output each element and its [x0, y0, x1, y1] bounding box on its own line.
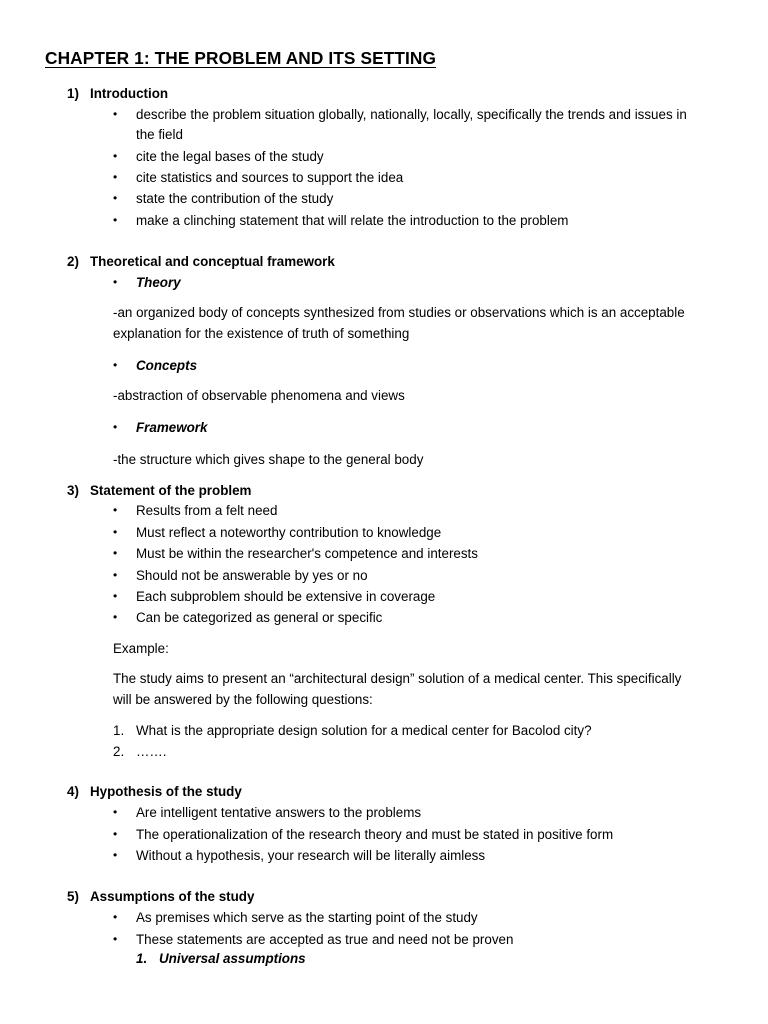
section-title-framework: Theoretical and conceptual framework: [90, 254, 335, 269]
section-number: 3): [67, 483, 79, 498]
list-item: These statements are accepted as true and need not be proven: [136, 932, 514, 947]
question-number: 2.: [113, 744, 125, 759]
example-line: will be answered by the following questions:: [113, 692, 373, 707]
term-concepts: Concepts: [136, 358, 198, 373]
bullet-icon: •: [113, 805, 118, 819]
section-number: 4): [67, 784, 79, 799]
list-item: make a clinching statement that will relate the introduction to the problem: [136, 213, 569, 228]
bullet-icon: •: [113, 610, 118, 624]
bullet-icon: •: [113, 275, 118, 289]
bullet-icon: •: [113, 568, 118, 582]
bullet-icon: •: [113, 149, 118, 163]
section-number: 2): [67, 254, 79, 269]
question-text: …….: [136, 744, 167, 759]
list-item: describe the problem situation globally, nationally, locally, specifically the trends and issues in: [136, 107, 687, 122]
list-item: Each subproblem should be extensive in coverage: [136, 589, 436, 604]
bullet-icon: •: [113, 107, 118, 121]
section-title-introduction: Introduction: [90, 86, 169, 101]
section-title-hypothesis: Hypothesis of the study: [90, 784, 242, 799]
sub-item-text: Universal assumptions: [159, 951, 306, 966]
definition-line: explanation for the existence of truth of something: [113, 326, 410, 341]
bullet-icon: •: [113, 546, 118, 560]
section-title-statement: Statement of the problem: [90, 483, 252, 498]
sub-item-number: 1.: [136, 951, 148, 966]
bullet-icon: •: [113, 525, 118, 539]
page-title: CHAPTER 1: THE PROBLEM AND ITS SETTING: [45, 48, 437, 68]
bullet-icon: •: [113, 191, 118, 205]
list-item: Are intelligent tentative answers to the problems: [136, 805, 422, 820]
example-line: The study aims to present an “architectural design” solution of a medical center. This specifically: [113, 671, 682, 686]
question-text: What is the appropriate design solution for a medical center for Bacolod city?: [136, 723, 592, 738]
example-label: Example:: [113, 641, 169, 656]
list-item: Results from a felt need: [136, 503, 278, 518]
bullet-icon: •: [113, 213, 118, 227]
section-title-assumptions: Assumptions of the study: [90, 889, 255, 904]
list-item: Should not be answerable by yes or no: [136, 568, 368, 583]
bullet-icon: •: [113, 848, 118, 862]
list-item-continuation: the field: [136, 127, 183, 142]
bullet-icon: •: [113, 589, 118, 603]
list-item: Can be categorized as general or specific: [136, 610, 383, 625]
list-item: Without a hypothesis, your research will be literally aimless: [136, 848, 486, 863]
bullet-icon: •: [113, 358, 118, 372]
definition-line: -an organized body of concepts synthesized from studies or observations which is an acceptable: [113, 305, 685, 320]
bullet-icon: •: [113, 503, 118, 517]
definition-line: -the structure which gives shape to the general body: [113, 452, 424, 467]
list-item: cite the legal bases of the study: [136, 149, 324, 164]
list-item: cite statistics and sources to support the idea: [136, 170, 404, 185]
bullet-icon: •: [113, 910, 118, 924]
question-number: 1.: [113, 723, 125, 738]
section-number: 1): [67, 86, 79, 101]
bullet-icon: •: [113, 420, 118, 434]
list-item: The operationalization of the research theory and must be stated in positive form: [136, 827, 614, 842]
section-number: 5): [67, 889, 79, 904]
list-item: state the contribution of the study: [136, 191, 334, 206]
bullet-icon: •: [113, 170, 118, 184]
list-item: Must reflect a noteworthy contribution to knowledge: [136, 525, 442, 540]
bullet-icon: •: [113, 932, 118, 946]
term-framework: Framework: [136, 420, 208, 435]
list-item: As premises which serve as the starting point of the study: [136, 910, 478, 925]
term-theory: Theory: [136, 275, 181, 290]
definition-line: -abstraction of observable phenomena and views: [113, 388, 405, 403]
bullet-icon: •: [113, 827, 118, 841]
list-item: Must be within the researcher's competence and interests: [136, 546, 478, 561]
